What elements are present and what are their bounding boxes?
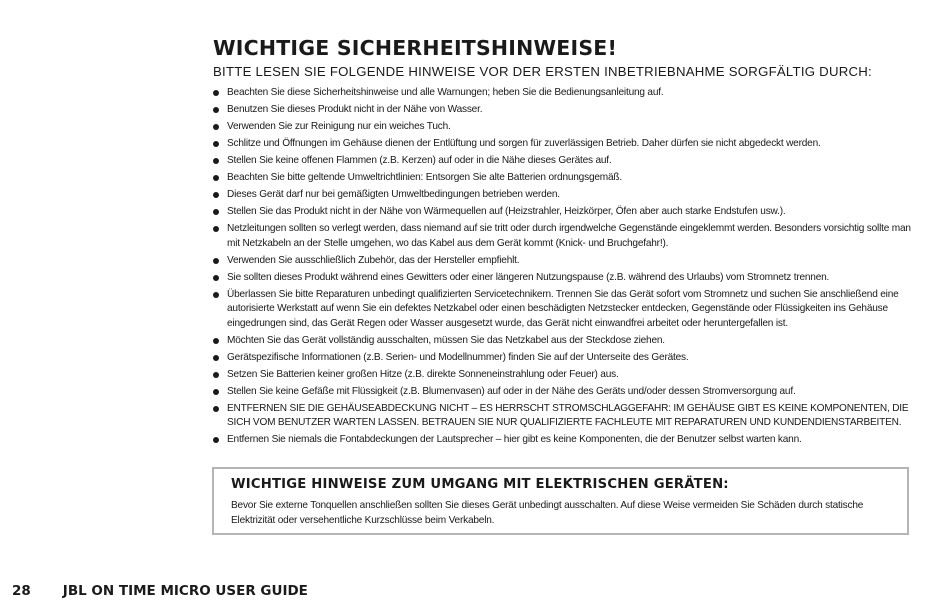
list-item-text: Dieses Gerät darf nur bei gemäßigten Umweltbedingungen betrieben werden. <box>227 189 560 200</box>
bullet-icon <box>213 275 219 281</box>
list-item <box>213 433 918 448</box>
list-item-text: Verwenden Sie zur Reinigung nur ein weiches Tuch. <box>227 121 451 132</box>
bullet-icon <box>213 175 219 181</box>
list-item <box>213 171 918 186</box>
list-item <box>213 351 918 366</box>
bullet-icon <box>213 107 219 113</box>
bullet-icon <box>213 226 219 232</box>
list-item <box>213 137 918 152</box>
list-item-text: Beachten Sie diese Sicherheitshinweise und alle Warnungen; heben Sie die Bedienungsanleitung auf. <box>227 87 664 98</box>
list-item-text: Möchten Sie das Gerät vollständig ausschalten, müssen Sie das Netzkabel aus der Steckdose ziehen. <box>227 334 665 346</box>
list-item-text: Beachten Sie bitte geltende Umweltrichtlinien: Entsorgen Sie alte Batterien ordnungsgemäß. <box>227 172 622 183</box>
list-item-text: Setzen Sie Batterien keiner großen Hitze (z.B. direkte Sonneneinstrahlung oder Feuer) aus. <box>227 368 619 380</box>
bullet-icon <box>213 292 219 298</box>
list-item <box>213 368 918 383</box>
list-item-text: Entfernen Sie niemals die Fontabdeckungen der Lautsprecher – hier gibt es keine Komponenten, die der Benutzer selbst warten kann. <box>227 434 802 445</box>
list-item-text: Stellen Sie keine Gefäße mit Flüssigkeit (z.B. Blumenvasen) auf oder in der Nähe des Geräts und/oder dessen Stromversorgung auf. <box>227 385 796 397</box>
list-item <box>213 288 918 332</box>
list-item-text: Verwenden Sie ausschließlich Zubehör, das der Hersteller empfiehlt. <box>227 254 520 266</box>
list-item-text: Benutzen Sie dieses Produkt nicht in der Nähe von Wasser. <box>227 104 483 115</box>
bullet-icon <box>213 389 219 395</box>
bullet-icon <box>213 406 219 412</box>
list-item <box>213 86 918 101</box>
list-item <box>213 154 918 169</box>
bullet-icon <box>213 141 219 147</box>
list-item <box>213 334 918 349</box>
list-item <box>213 205 918 220</box>
list-item-text: Überlassen Sie bitte Reparaturen unbedingt qualifizierten Servicetechnikern. Trennen Sie das Gerät sofort vom Stromnetz und suchen Sie anschließend eine autorisierte Werkstatt auf wenn Sie ein defektes Netzkabel oder einen beschädigten Netzstecker entdecken, Gegenstände oder Flüssigkeiten ins Gehäuse eingedrungen sind, das Gerät Regen oder Wasser ausgesetzt wurde, das Gerät nicht einwandfrei arbeitet oder heruntergefallen ist. <box>227 288 899 329</box>
list-item-text: Stellen Sie das Produkt nicht in der Nähe von Wärmequellen auf (Heizstrahler, Heizkörper, Öfen aber auch starke Endstufen usw.). <box>227 206 786 217</box>
page-title: WICHTIGE SICHERHEITSHINWEISE! <box>213 36 618 60</box>
notice-text: Bevor Sie externe Tonquellen anschließen sollten Sie dieses Gerät unbedingt ausschalten. Auf diese Weise vermeiden Sie Schäden durch statische Elektrizität oder versehentliche Kurzschlüsse beim Verkabeln. <box>231 500 864 526</box>
list-item-text: Gerätspezifische Informationen (z.B. Serien- und Modellnummer) finden Sie auf der Unterseite des Gerätes. <box>227 351 689 363</box>
guide-title: JBL ON TIME MICRO USER GUIDE <box>62 583 308 599</box>
bullet-icon <box>213 158 219 164</box>
list-item-text: ENTFERNEN SIE DIE GEHÄUSEABDECKUNG NICHT – ES HERRSCHT STROMSCHLAGGEFAHR: IM GEHÄUSE GIBT ES KEINE KOMPONENTEN, DIE SICH VOM BENUTZER WARTEN LASSEN. BETRAUEN SIE NUR QUALIFIZIERTE FACHLEUTE MIT REPARATUREN UND KUNDENDIENSTARBEITEN. <box>227 402 909 428</box>
bullet-icon <box>213 372 219 378</box>
list-item <box>213 271 918 286</box>
list-item <box>213 222 918 251</box>
bullet-icon <box>213 355 219 361</box>
bullet-icon <box>213 192 219 198</box>
list-item-text: Sie sollten dieses Produkt während eines Gewitters oder einer längeren Nutzungspause (z.B. während des Urlaubs) vom Stromnetz trennen. <box>227 271 830 283</box>
notice-title: WICHTIGE HINWEISE ZUM UMGANG MIT ELEKTRISCHEN GERÄTEN: <box>231 477 729 492</box>
safety-instructions-list <box>213 86 918 450</box>
list-item-text: Netzleitungen sollten so verlegt werden, dass niemand auf sie tritt oder durch irgendwelche Gegenstände eingeklemmt werden. Besonders vorsichtig sollte man mit Netzkabeln an der Stelle umgehen, wo das Kabel aus dem Gerät kommt (Knick- und Bruchgefahr!). <box>227 223 911 249</box>
list-item <box>213 188 918 203</box>
bullet-icon <box>213 209 219 215</box>
electrical-notice-box <box>212 467 909 535</box>
page-number: 28 <box>12 583 31 599</box>
bullet-icon <box>213 124 219 130</box>
page-subtitle: BITTE LESEN SIE FOLGENDE HINWEISE VOR DER ERSTEN INBETRIEBNAHME SORGFÄLTIG DURCH: <box>213 64 872 79</box>
bullet-icon <box>213 437 219 443</box>
page-footer <box>12 583 308 599</box>
bullet-icon <box>213 90 219 96</box>
list-item <box>213 402 918 431</box>
list-item <box>213 385 918 400</box>
list-item-text: Schlitze und Öffnungen im Gehäuse dienen der Entlüftung und sorgen für zuverlässigen Betrieb. Daher dürfen sie nicht abgedeckt werden. <box>227 138 821 149</box>
list-item <box>213 254 918 269</box>
bullet-icon <box>213 338 219 344</box>
list-item-text: Stellen Sie keine offenen Flammen (z.B. Kerzen) auf oder in die Nähe dieses Gerätes auf. <box>227 155 612 166</box>
list-item <box>213 120 918 135</box>
list-item <box>213 103 918 118</box>
bullet-icon <box>213 258 219 264</box>
